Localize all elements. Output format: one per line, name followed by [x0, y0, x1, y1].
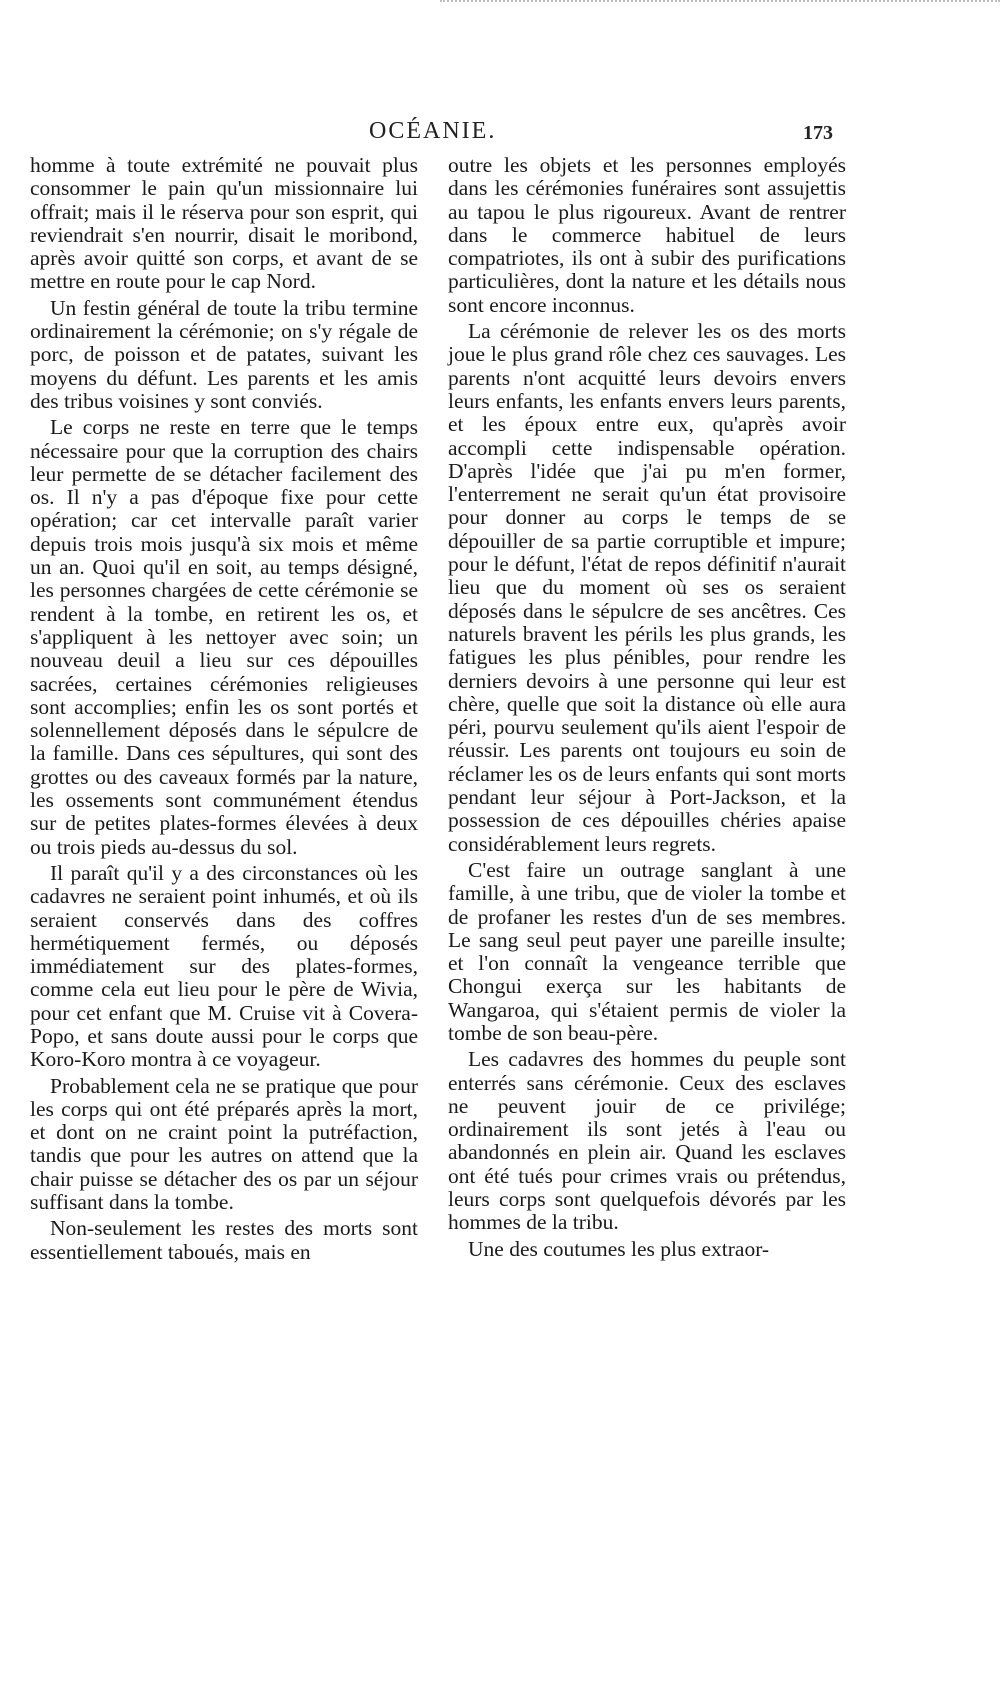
paragraph: Non-seulement les restes des morts sont essentiellement taboués, mais en	[30, 1216, 418, 1264]
right-column	[448, 154, 846, 1261]
paragraph: Les cadavres des hommes du peuple sont enterrés sans cérémonie. Ceux des esclaves ne peuvent jouir de ce privilége; ordinairement ils sont jetés à l'eau ou abandonnés en plein air. Quand les esclaves ont été tués pour crimes vrais ou prétendus, leurs corps sont quelquefois dévorés par les hommes de la tribu.	[448, 1047, 846, 1235]
paragraph: Un festin général de toute la tribu termine ordinairement la cérémonie; on s'y régale de porc, de poisson et de patates, suivant les moyens du défunt. Les parents et les amis des tribus voisines y sont conviés.	[30, 295, 418, 413]
page-number: 173	[803, 122, 833, 144]
paragraph: C'est faire un outrage sanglant à une famille, à une tribu, que de violer la tombe et de profaner les restes d'un de ses membres. Le sang seul peut payer une pareille insulte; et l'on connaît la vengeance terrible que Chongui exerça sur les habitants de Wangaroa, qui s'étaient permis de violer la tombe de son beau-père.	[448, 857, 846, 1045]
paragraph: La cérémonie de relever les os des morts joue le plus grand rôle chez ces sauvages. Les parents n'ont acquitté leurs devoirs envers leurs enfants, les enfants envers leurs parents, et les époux entre eux, qu'après avoir accompli cette indispensable opération. D'après l'idée que j'ai pu m'en former, l'enterrement ne serait qu'un état provisoire pour donner au corps le temps de se dépouiller de sa partie corruptible et impure; pour le défunt, l'état de repos définitif n'aurait lieu que du moment où ses os seraient déposés dans le sépulcre de ses ancêtres. Ces naturels bravent les périls les plus grands, les fatigues les plus pénibles, pour rendre les derniers devoirs à une personne qui leur est chère, quelle que soit la distance où elle aura péri, pourvu seulement qu'ils aient l'espoir de réussir. Les parents ont toujours eu soin de réclamer les os de leurs enfants qui sont morts pendant leur séjour à Port-Jackson, et la possession de ces dépouilles chéries apaise considérablement leurs regrets.	[448, 319, 846, 856]
running-title: OCÉANIE.	[369, 118, 497, 144]
page-header	[0, 118, 1000, 152]
paragraph: homme à toute extrémité ne pouvait plus consommer le pain qu'un missionnaire lui offrait; mais il le réserva pour son esprit, qui reviendrait s'en nourrir, disait le moribond, après avoir quitté son corps, et avant de se mettre en route pour le cap Nord.	[30, 153, 418, 294]
paragraph: Il paraît qu'il y a des circonstances où les cadavres ne seraient point inhumés, et où ils seraient conservés dans des coffres hermétiquement fermés, ou déposés immédiatement sur des plates-formes, comme cela eut lieu pour le père de Wivia, pour cet enfant que M. Cruise vit à Covera-Popo, et sans doute aussi pour le corps que Koro-Koro montra à ce voyageur.	[30, 860, 418, 1072]
left-column	[30, 154, 418, 1264]
paragraph: outre les objets et les personnes employés dans les cérémonies funéraires sont assujettis au tapou le plus rigoureux. Avant de rentrer dans le commerce habituel de leurs compatriotes, ils ont à subir des purifications particulières, dont la nature et les détails nous sont encore inconnus.	[448, 153, 846, 317]
paragraph: Une des coutumes les plus extraor-	[468, 1236, 770, 1261]
paragraph: Probablement cela ne se pratique que pour les corps qui ont été préparés après la mort, et dont on ne craint point la putréfaction, tandis que pour les autres on attend que la chair puisse se détacher des os par un séjour suffisant dans la tombe.	[30, 1073, 418, 1215]
top-dotted-rule	[440, 0, 1000, 5]
paragraph: Le corps ne reste en terre que le temps nécessaire pour que la corruption des chairs leur permette de se détacher facilement des os. Il n'y a pas d'époque fixe pour cette opération; car cet intervalle paraît varier depuis trois mois jusqu'à six mois et même un an. Quoi qu'il en soit, au temps désigné, les personnes chargées de cette cérémonie se rendent à la tombe, en retirent les os, et s'appliquent à les nettoyer avec soin; un nouveau deuil a lieu sur ces dépouilles sacrées, certaines cérémonies religieuses sont accomplies; enfin les os sont portés et solennellement déposés dans le sépulcre de la famille. Dans ces sépultures, qui sont des grottes ou des caveaux formés par la nature, les ossements sont communément étendus sur de petites plates-formes élevées à deux ou trois pieds au-dessus du sol.	[30, 415, 418, 859]
